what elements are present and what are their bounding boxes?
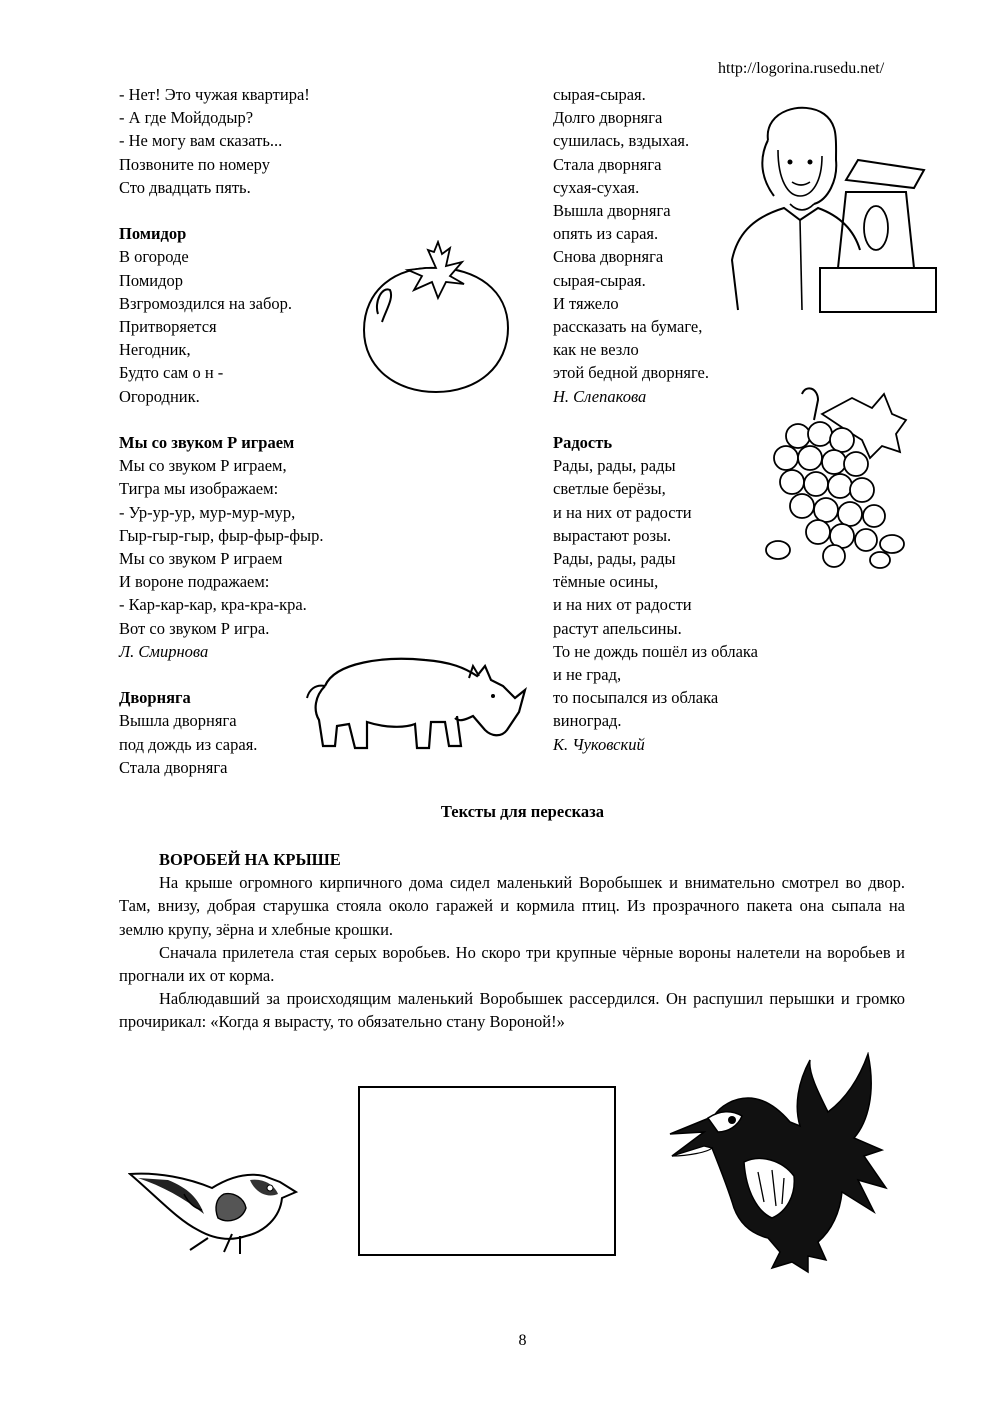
sparrow-illustration — [128, 1158, 300, 1258]
poem-author: К. Чуковский — [553, 734, 645, 754]
poem-line: - Ур-ур-ур, мур-мур-мур, — [119, 502, 296, 522]
poem-line: то посыпался из облака — [553, 688, 719, 708]
poem-line: и не град, — [553, 665, 622, 685]
poem-line: Рады, рады, рады — [553, 549, 676, 569]
poem-title: Мы со звуком Р играем — [119, 433, 295, 453]
grapes-illustration — [762, 384, 912, 574]
poem-line: Мы со звуком Р играем, — [119, 456, 287, 476]
poem-line: - Кар-кар-кар, кра-кра-кра. — [119, 595, 307, 615]
poem-line: Взгромоздился на забор. — [119, 293, 293, 313]
poem-line: опять из сарая. — [553, 224, 659, 244]
poem-line: тёмные осины, — [553, 572, 659, 592]
poem-line: Помидор — [119, 270, 184, 290]
stanza-gap — [119, 199, 323, 222]
poem-author: Л. Смирнова — [119, 641, 209, 661]
poem-line: под дождь из сарая. — [119, 734, 258, 754]
poem-line: светлые берёзы, — [553, 479, 666, 499]
poem-line: сухая-сухая. — [553, 177, 640, 197]
poem-line: Стала дворняга — [119, 757, 228, 777]
story-paragraph: Наблюдавший за происходящим маленький Воробышек рассердился. Он распушил перышки и громко прочирикал: «Когда я вырасту, то обязательно стану Вороной!» — [119, 989, 905, 1032]
story-paragraph: Сначала прилетела стая серых воробьев. Но скоро три крупные чёрные вороны налетели на воробьев и прогнали их от корма. — [119, 942, 905, 986]
poem-title: Помидор — [119, 224, 187, 244]
story-text — [119, 848, 905, 1034]
left-poem-column — [119, 83, 323, 779]
poem-line: Долго дворняга — [553, 108, 663, 128]
rhinoceros-illustration — [305, 650, 529, 756]
poem-line: растут апельсины. — [553, 618, 682, 638]
poem-line: Притворяется — [119, 317, 217, 337]
poem-line: И вороне подражаем: — [119, 572, 270, 592]
tomato-illustration — [356, 240, 516, 400]
poem-line: вырастают розы. — [553, 525, 672, 545]
header-url: http://logorina.rusedu.net/ — [718, 60, 885, 77]
poem-line: Вышла дворняга — [553, 201, 671, 221]
poem-line: В огороде — [119, 247, 189, 267]
poem-line: Позвоните по номеру — [119, 154, 270, 174]
poem-line: Мы со звуком Р играем — [119, 549, 283, 569]
poem-line: - А где Мойдодыр? — [119, 108, 254, 128]
poem-line: виноград. — [553, 711, 622, 731]
poem-line: И тяжело — [553, 293, 619, 313]
page-number: 8 — [518, 1332, 527, 1349]
poem-line: Вот со звуком Р игра. — [119, 618, 270, 638]
poem-line: сырая-сырая. — [553, 270, 646, 290]
poem-title: Радость — [553, 433, 613, 453]
stanza-gap — [119, 663, 323, 686]
poem-line: - Не могу вам сказать... — [119, 131, 283, 151]
stanza-gap — [119, 408, 323, 431]
stanza-gap — [553, 408, 758, 431]
poem-line: рассказать на бумаге, — [553, 317, 703, 337]
poem-line: сырая-сырая. — [553, 85, 646, 104]
poem-line: - Нет! Это чужая квартира! — [119, 85, 310, 104]
poem-line: Снова дворняга — [553, 247, 664, 267]
poem-line: Будто сам о н - — [119, 363, 224, 383]
poem-line: То не дождь пошёл из облака — [553, 641, 758, 661]
poem-line: Стала дворняга — [553, 154, 662, 174]
poem-line: и на них от радости — [553, 595, 692, 615]
poem-line: Сто двадцать пять. — [119, 177, 251, 197]
poem-line: сушилась, вздыхая. — [553, 131, 690, 151]
poem-line: Вышла дворняга — [119, 711, 237, 731]
poem-line: Гыр-гыр-гыр, фыр-фыр-фыр. — [119, 525, 324, 545]
poem-line: Огородник. — [119, 386, 200, 406]
poem-line: Рады, рады, рады — [553, 456, 676, 476]
poem-line: Негодник, — [119, 340, 191, 360]
crow-illustration — [668, 1052, 890, 1274]
woman-with-scales-illustration — [728, 100, 940, 315]
poem-title: Дворняга — [119, 688, 191, 708]
story-paragraph: На крыше огромного кирпичного дома сидел маленький Воробышек и внимательно смотрел во двор. Там, внизу, добрая старушка стояла около гаражей и кормила птиц. Из прозрачного пакета она сыпала на землю крупу, зёрна и хлебные крошки. — [119, 873, 905, 939]
drawing-frame — [358, 1086, 616, 1256]
story-title: ВОРОБЕЙ НА КРЫШЕ — [159, 850, 341, 869]
section-title: Тексты для пересказа — [440, 802, 605, 821]
poem-author: Н. Слепакова — [553, 386, 647, 406]
poem-line: Тигра мы изображаем: — [119, 479, 279, 499]
poem-line: этой бедной дворняге. — [553, 363, 709, 383]
poem-line: и на них от радости — [553, 502, 692, 522]
poem-line: как не везло — [553, 340, 639, 360]
